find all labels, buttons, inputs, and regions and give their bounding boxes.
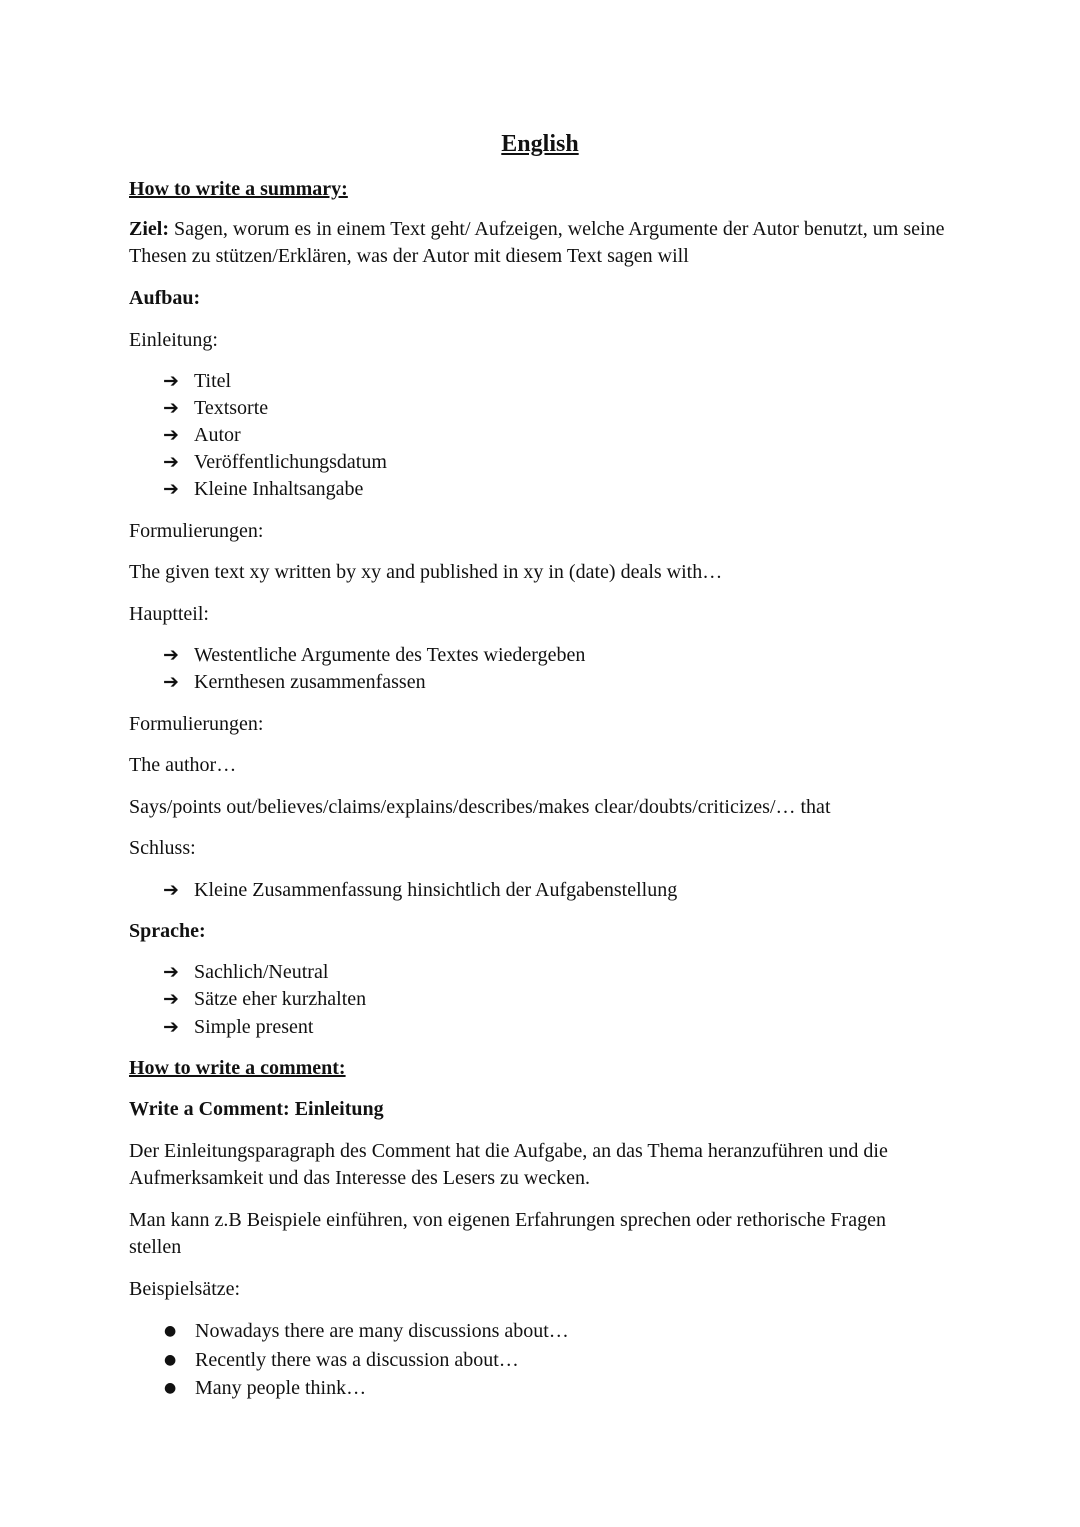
right-arrow-icon: ➔ bbox=[163, 1016, 179, 1038]
list-item-text: Westentliche Argumente des Textes wiedergeben bbox=[194, 644, 586, 666]
list-item bbox=[163, 986, 366, 1013]
bullet-dot-icon: ● bbox=[164, 1352, 177, 1368]
einleitung-label: Einleitung: bbox=[129, 329, 218, 351]
list-item bbox=[163, 395, 268, 422]
right-arrow-icon: ➔ bbox=[163, 451, 179, 473]
right-arrow-icon: ➔ bbox=[163, 644, 179, 666]
verbs-text: Says/points out/believes/claims/explains/describes/makes clear/doubts/criticizes/… that bbox=[129, 796, 831, 818]
list-item-text: Autor bbox=[194, 424, 241, 446]
page-title: English bbox=[501, 131, 579, 157]
hauptteil-label: Hauptteil: bbox=[129, 603, 209, 625]
list-item bbox=[163, 1375, 366, 1402]
list-item bbox=[163, 368, 231, 395]
right-arrow-icon: ➔ bbox=[163, 879, 179, 901]
formulierung-sentence: The given text xy written by xy and published in xy in (date) deals with… bbox=[129, 561, 723, 583]
ziel-text: Sagen, worum es in einem Text geht/ Aufzeigen, welche Argumente der Autor benutzt, um seine Thesen zu stützen/Erklären, was der Autor mit diesem Text sagen will bbox=[129, 218, 945, 267]
list-item bbox=[163, 1347, 519, 1374]
ziel-label: Ziel: bbox=[129, 218, 169, 240]
list-item bbox=[163, 449, 387, 476]
list-item bbox=[163, 669, 426, 696]
right-arrow-icon: ➔ bbox=[163, 671, 179, 693]
right-arrow-icon: ➔ bbox=[163, 424, 179, 446]
list-item-text: Sachlich/Neutral bbox=[194, 961, 329, 983]
right-arrow-icon: ➔ bbox=[163, 370, 179, 392]
list-item-text: Sätze eher kurzhalten bbox=[194, 988, 367, 1010]
list-item bbox=[163, 642, 585, 669]
list-item-text: Veröffentlichungsdatum bbox=[194, 451, 387, 473]
beispielsaetze-label: Beispielsätze: bbox=[129, 1278, 241, 1300]
schluss-label: Schluss: bbox=[129, 837, 196, 859]
list-item bbox=[163, 959, 328, 986]
list-item bbox=[163, 877, 677, 904]
list-item-text: Nowadays there are many discussions about… bbox=[195, 1320, 569, 1342]
right-arrow-icon: ➔ bbox=[163, 988, 179, 1010]
comment-subheading: Write a Comment: Einleitung bbox=[129, 1098, 384, 1120]
bullet-dot-icon: ● bbox=[164, 1380, 177, 1396]
list-item bbox=[163, 422, 241, 449]
list-item-text: Kernthesen zusammenfassen bbox=[194, 671, 426, 693]
aufbau-heading: Aufbau: bbox=[129, 287, 201, 309]
list-item-text: Recently there was a discussion about… bbox=[195, 1349, 519, 1371]
list-item-text: Kleine Zusammenfassung hinsichtlich der Aufgabenstellung bbox=[194, 879, 678, 901]
ziel-paragraph bbox=[129, 216, 949, 270]
list-item-text: Textsorte bbox=[194, 397, 269, 419]
comment-paragraph-2: Man kann z.B Beispiele einführen, von eigenen Erfahrungen sprechen oder rethorische Fragen stellen bbox=[129, 1209, 886, 1258]
list-item-text: Kleine Inhaltsangabe bbox=[194, 478, 364, 500]
list-item-text: Titel bbox=[194, 370, 232, 392]
formulierungen-label: Formulierungen: bbox=[129, 520, 264, 542]
sprache-heading: Sprache: bbox=[129, 920, 206, 942]
comment-heading: How to write a comment: bbox=[129, 1057, 346, 1079]
bullet-dot-icon: ● bbox=[164, 1323, 177, 1339]
the-author-text: The author… bbox=[129, 754, 237, 776]
list-item bbox=[163, 1014, 313, 1041]
list-item bbox=[163, 1318, 569, 1345]
right-arrow-icon: ➔ bbox=[163, 397, 179, 419]
list-item-text: Many people think… bbox=[195, 1377, 367, 1399]
right-arrow-icon: ➔ bbox=[163, 961, 179, 983]
formulierungen-label: Formulierungen: bbox=[129, 713, 264, 735]
summary-heading: How to write a summary: bbox=[129, 178, 348, 200]
list-item bbox=[163, 476, 363, 503]
list-item-text: Simple present bbox=[194, 1016, 314, 1038]
comment-paragraph-1: Der Einleitungsparagraph des Comment hat die Aufgabe, an das Thema heranzuführen und die Aufmerksamkeit und das Interesse des Lesers zu wecken. bbox=[129, 1140, 888, 1189]
right-arrow-icon: ➔ bbox=[163, 478, 179, 500]
